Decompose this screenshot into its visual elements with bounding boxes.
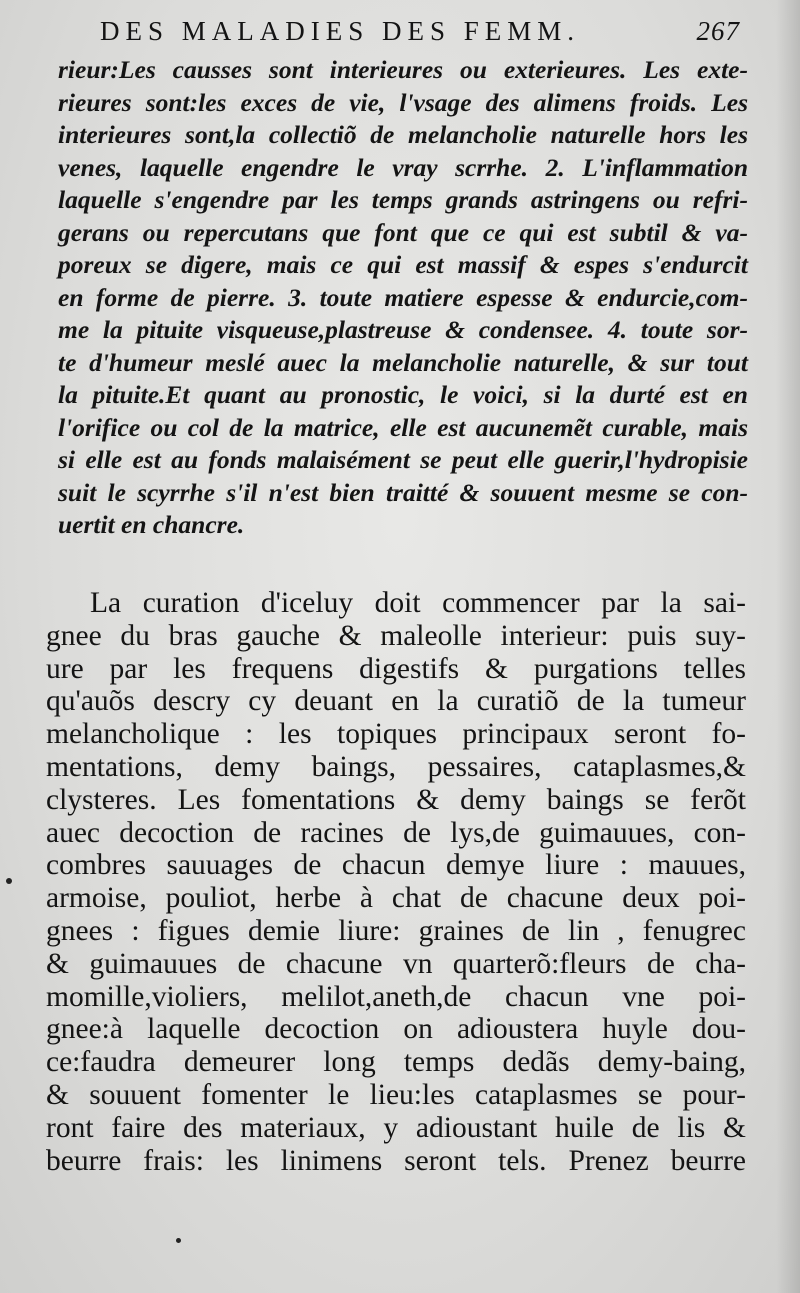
- page-number: 267: [696, 16, 740, 46]
- text-line: La curation d'iceluy doit commencer par la sai-: [90, 587, 746, 619]
- text-line: gnee du bras gauche & maleolle interieur: puis suy-: [46, 619, 746, 652]
- text-line: ce:faudra demeurer long temps dedãs demy-baing,: [46, 1046, 746, 1079]
- roman-paragraph: [46, 587, 746, 1177]
- running-title: DES MALADIES DES FEMM.: [100, 16, 581, 46]
- ink-speck: [6, 878, 12, 884]
- text-line: rieur:Les causses sont interieures ou exterieures. Les exte-: [58, 55, 748, 84]
- text-line: clysteres. Les fomentations & demy baings se ferõt: [46, 783, 746, 816]
- text-line: uertit en chancre.: [58, 510, 245, 539]
- text-line: si elle est au fonds malaisément se peut elle guerir,l'hydropisie: [58, 445, 748, 474]
- text-line: & souuent fomenter le lieu:les cataplasmes se pour-: [46, 1078, 746, 1111]
- text-line: interieures sont,la collectiõ de melancholie naturelle hors les: [58, 120, 748, 149]
- text-line: te d'humeur meslé auec la melancholie naturelle, & sur tout: [58, 347, 748, 377]
- text-line: combres sauuages de chacun demye liure : mauues,: [46, 849, 746, 882]
- text-line: gnee:à laquelle decoction on adioustera huyle dou-: [46, 1013, 746, 1046]
- text-line: auec decoction de racines de lys,de guimauues, con-: [46, 816, 746, 849]
- text-line: ront faire des materiaux, y adioustant huile de lis &: [46, 1111, 746, 1144]
- text-line: venes, laquelle engendre le vray scrrhe. 2. L'inflammation: [58, 152, 748, 182]
- text-line: ure par les frequens digestifs & purgations telles: [46, 652, 746, 685]
- text-line: me la pituite visqueuse,plastreuse & condensee. 4. toute sor-: [58, 315, 748, 344]
- text-line: & guimauues de chacune vn quarterõ:fleurs de cha-: [46, 947, 746, 980]
- text-line: laquelle s'engendre par les temps grands astringens ou refri-: [58, 185, 748, 214]
- page-edge-shadow: [776, 0, 800, 1293]
- text-line: gnees : figues demie liure: graines de lin , fenugrec: [46, 914, 746, 947]
- text-line: beurre frais: les linimens seront tels. Prenez beurre: [46, 1144, 746, 1177]
- running-header: [100, 16, 740, 52]
- text-line: melancholique : les topiques principaux seront fo-: [46, 718, 746, 751]
- text-line: momille,violiers, melilot,aneth,de chacun vne poi-: [46, 980, 746, 1013]
- text-line: gerans ou repercutans que font que ce qui est subtil & va-: [58, 217, 748, 247]
- italic-paragraph: [58, 54, 748, 542]
- text-line: poreux se digere, mais ce qui est massif & espes s'endurcit: [58, 250, 748, 279]
- text-line: suit le scyrrhe s'il n'est bien traitté & souuent mesme se con-: [58, 477, 748, 507]
- text-line: l'orifice ou col de la matrice, elle est aucunemẽt curable, mais: [58, 412, 748, 442]
- text-line: armoise, pouliot, herbe à chat de chacune deux poi-: [46, 882, 746, 915]
- text-line: la pituite.Et quant au pronostic, le voici, si la durté est en: [58, 380, 748, 409]
- ink-speck: [176, 1238, 181, 1243]
- text-line: qu'auõs descry cy deuant en la curatiõ de la tumeur: [46, 685, 746, 718]
- text-line: mentations, demy baings, pessaires, cataplasmes,&: [46, 750, 746, 783]
- text-line: rieures sont:les exces de vie, l'vsage des alimens froids. Les: [58, 87, 748, 117]
- text-line: en forme de pierre. 3. toute matiere espesse & endurcie,com-: [58, 282, 748, 312]
